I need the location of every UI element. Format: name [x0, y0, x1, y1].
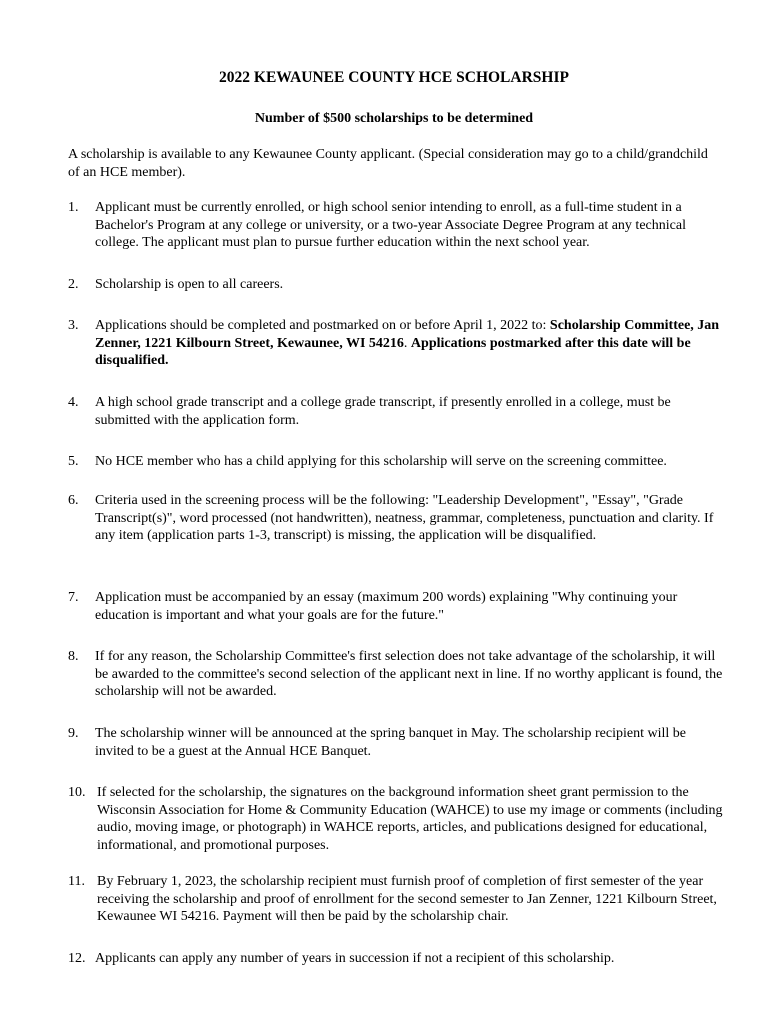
item-text: Applicants can apply any number of years in succession if not a recipient of this scholarship.	[95, 951, 615, 966]
list-item-8	[68, 648, 728, 701]
document-subtitle: Number of $500 scholarships to be determined	[254, 111, 534, 126]
item-number: 8.	[68, 649, 79, 664]
item-text: Criteria used in the screening process will be the following: "Leadership Development", "Essay", "Grade Transcript(s)", word processed (not handwritten), neatness, grammar, completeness, punctuation and clarity. If any item (application parts 1-3, transcript) is missing, the application will be disqualified.	[95, 493, 714, 543]
list-item-12	[68, 950, 728, 968]
item-text: If for any reason, the Scholarship Committee's first selection does not take advantage of the scholarship, it will be awarded to the committee's second selection of the applicant next in line. If no worthy applicant is found, the scholarship will not be awarded.	[95, 649, 723, 699]
list-item-3	[68, 317, 728, 370]
item-number: 11.	[68, 874, 85, 889]
document-title: 2022 KEWAUNEE COUNTY HCE SCHOLARSHIP	[219, 69, 569, 86]
item-number: 1.	[68, 200, 79, 215]
item-text: Application must be accompanied by an essay (maximum 200 words) explaining "Why continuing your education is important and what your goals are for the future."	[95, 590, 678, 623]
item-number: 2.	[68, 277, 79, 292]
item-number: 7.	[68, 590, 79, 605]
list-item-5	[68, 453, 728, 471]
intro-paragraph: A scholarship is available to any Kewaunee County applicant. (Special consideration may go to a child/grandchild of an HCE member).	[68, 147, 708, 180]
deadline-warning: Applications postmarked after this date will be disqualified.	[95, 335, 691, 368]
item-number: 9.	[68, 726, 79, 741]
list-item-10	[68, 784, 728, 854]
item-text-separator: .	[403, 335, 411, 351]
item-number: 10.	[68, 785, 86, 800]
list-item-7	[68, 589, 728, 624]
list-item-2	[68, 276, 728, 294]
list-item-11	[68, 873, 728, 926]
list-item-1	[68, 199, 728, 252]
item-number: 3.	[68, 318, 79, 333]
list-item-6	[68, 492, 728, 545]
item-number: 5.	[68, 454, 79, 469]
item-number: 4.	[68, 395, 79, 410]
item-text: The scholarship winner will be announced at the spring banquet in May. The scholarship recipient will be invited to be a guest at the Annual HCE Banquet.	[95, 726, 686, 759]
item-text: By February 1, 2023, the scholarship recipient must furnish proof of completion of first semester of the year receiving the scholarship and proof of enrollment for the second semester to Jan Zenner, 1221 Kilbourn Street, Kewaunee WI 54216. Payment will then be paid by the scholarship chair.	[97, 874, 717, 924]
item-number: 12.	[68, 951, 86, 966]
list-item-9	[68, 725, 728, 760]
item-text: If selected for the scholarship, the signatures on the background information sheet grant permission to the Wisconsin Association for Home & Community Education (WAHCE) to use my image or comments (including audio, moving image, or photograph) in WAHCE reports, articles, and publications designed for educational, informational, and promotional purposes.	[97, 785, 723, 853]
item-text: Scholarship is open to all careers.	[95, 277, 284, 292]
list-item-4	[68, 394, 728, 429]
item-text	[95, 317, 728, 370]
item-number: 6.	[68, 493, 79, 508]
mailing-address: Scholarship Committee, Jan Zenner, 1221 Kilbourn Street, Kewaunee, WI 54216	[95, 318, 720, 351]
item-text-plain: Applications should be completed and postmarked on or before April 1, 2022 to:	[95, 318, 550, 333]
item-text: A high school grade transcript and a college grade transcript, if presently enrolled in a college, must be submitted with the application form.	[95, 395, 671, 428]
item-text: No HCE member who has a child applying for this scholarship will serve on the screening committee.	[95, 454, 667, 469]
item-text: Applicant must be currently enrolled, or high school senior intending to enroll, as a full-time student in a Bachelor's Program at any college or university, or a two-year Associate Degree Program at any technical college. The applicant must plan to pursue further education within the next school year.	[95, 200, 686, 250]
